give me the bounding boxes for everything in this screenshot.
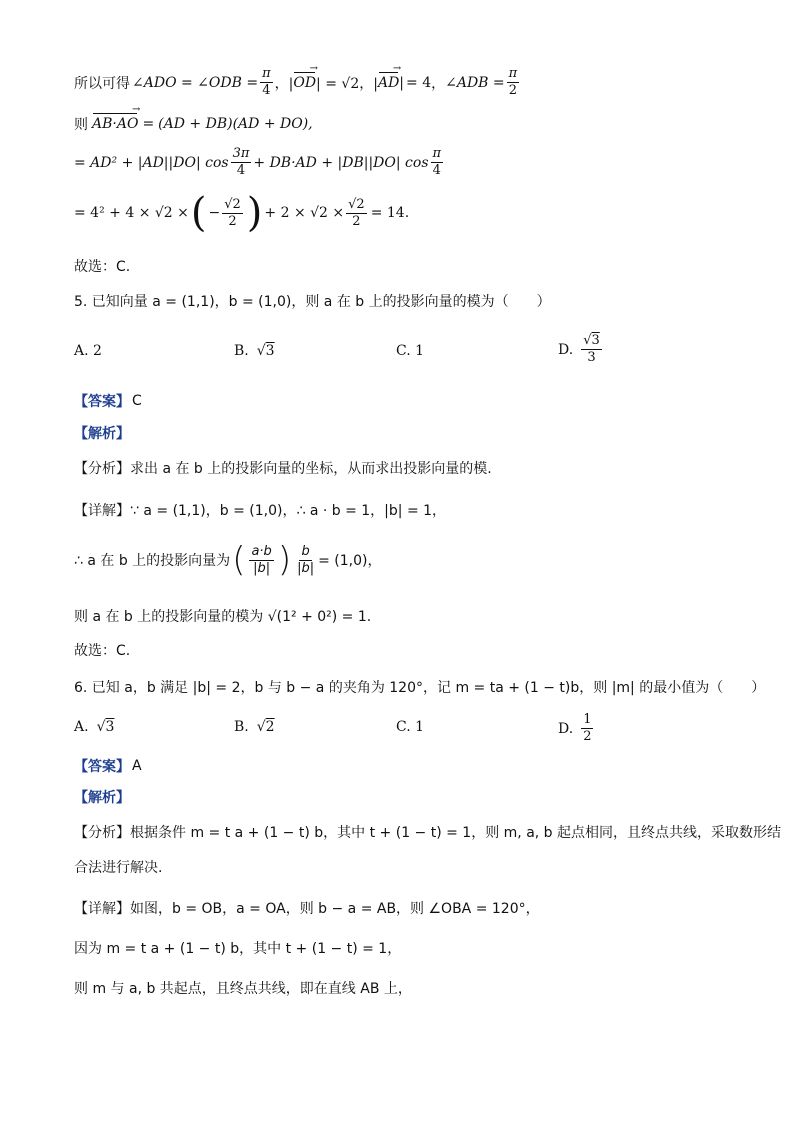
text-prefix: 则 [74,117,88,133]
fraction-pi-4: $\frac{\pi}{4}$ [262,66,271,98]
q5-option-c: C. 1 [396,343,425,359]
q5-option-a: A. 2 [74,343,102,359]
fraction-3pi-4: $\frac{3\pi}{4}$ [232,146,250,178]
choose-c-1: 故选：C. [74,259,131,275]
q6-option-d: D. $\frac{1}{2}$ [558,712,592,744]
q6-option-b: B. √2 [234,719,275,735]
vector-od: OD → [293,75,316,91]
fraction-pi-2: $\frac{\pi}{2}$ [508,66,518,98]
xiangjie-q6-3: 则 m 与 a, b 共起点，且终点共线，即在直线 AB 上， [74,981,412,997]
fraction-sqrt2-2b: $\frac{√2}{2}$ [348,196,365,229]
q5-option-b: B. √3 [234,343,275,359]
fraction-sqrt2-2: $\frac{√2}{2}$ [224,196,241,229]
xiangjie-q5-2: ∴ a 在 b 上的投影向量为 ( $\frac{a\cdot b}{|b|}$ ) $\frac{b}{|b|}$ = (1,0)， [74,540,382,580]
text-prefix: 所以可得 [74,75,130,92]
answer-q5: 【答案】 C [74,393,142,410]
fraction-pi-4b: $\frac{\pi}{4}$ [432,146,442,178]
fenxi-q6-cont: 合法进行解决. [74,860,163,876]
choose-c-2: 故选：C. [74,643,131,659]
derivation-line-3 [74,146,445,179]
q5-option-d: D. $\frac{√3}{3}$ [558,333,600,365]
numeric-start: = 4² + 4 × √2 × [74,205,189,221]
numeric-middle: + 2 × √2 × [264,205,345,221]
dot-product-rhs: (AD + DB)(AD + DO), [158,116,313,132]
q6-option-c: C. 1 [396,719,425,735]
xiangjie-q5-1: 【详解】 ∵ a = (1,1)，b = (1,0)，∴ a · b = 1，|b| = 1， [74,503,447,519]
dot-product-lhs: AB·AO → [92,116,138,132]
derivation-line-1: 所以可得 ∠ADO = ∠ODB = $\frac{\pi}{4}$ ，| OD → | = √2，| AD → | = 4 ， ∠ADB = $\frac{\pi}{2}$ [74,66,521,99]
analysis-q5: 【解析】 [74,426,130,442]
expansion-start: = AD² + |AD||DO| cos [74,154,229,171]
question-6: 6. 已知 a，b 满足 |b| = 2，b 与 b − a 的夹角为 120°，记 m = ta + (1 − t)b，则 |m| 的最小值为（ ） [74,680,766,696]
xiangjie-q5-3: 则 a 在 b 上的投影向量的模为 √(1² + 0²) = 1. [74,609,372,625]
xiangjie-q6-2: 因为 m = t a + (1 − t) b，其中 t + (1 − t) = 1， [74,941,402,957]
xiangjie-q6-1: 【详解】 如图，b = OB，a = OA，则 b − a = AB，则 ∠OBA = 120°， [74,901,540,917]
equals-sign: = [142,116,155,132]
question-5: 5. 已知向量 a = (1,1)，b = (1,0)，则 a 在 b 上的投影向量的模为（ ） [74,294,551,310]
vector-ad: AD → [378,75,399,91]
expansion-middle: + DB·AD + |DB||DO| cos [253,154,429,171]
numeric-result: = 14 [370,205,405,221]
fenxi-q5: 【分析】 求出 a 在 b 上的投影向量的坐标，从而求出投影向量的模. [74,461,492,477]
angle-adb: ∠ADB = [445,74,505,91]
answer-q6: 【答案】 A [74,758,142,775]
derivation-line-4: = 4² + 4 × √2 × ( − $\frac{√2}{2}$ ) + 2 × √2 × $\frac{√2}{2}$ = 14 . [74,190,410,236]
fenxi-q6: 【分析】 根据条件 m = t a + (1 − t) b，其中 t + (1 − t) = 1，则 m, a, b 起点相同，且终点共线，采取数形结 [74,825,782,841]
angle-equation: ∠ADO = ∠ODB = [132,74,259,91]
derivation-line-2 [74,114,313,134]
analysis-q6: 【解析】 [74,790,130,806]
q6-option-a: A. √3 [74,719,115,735]
ad-value: = 4 [406,74,432,91]
